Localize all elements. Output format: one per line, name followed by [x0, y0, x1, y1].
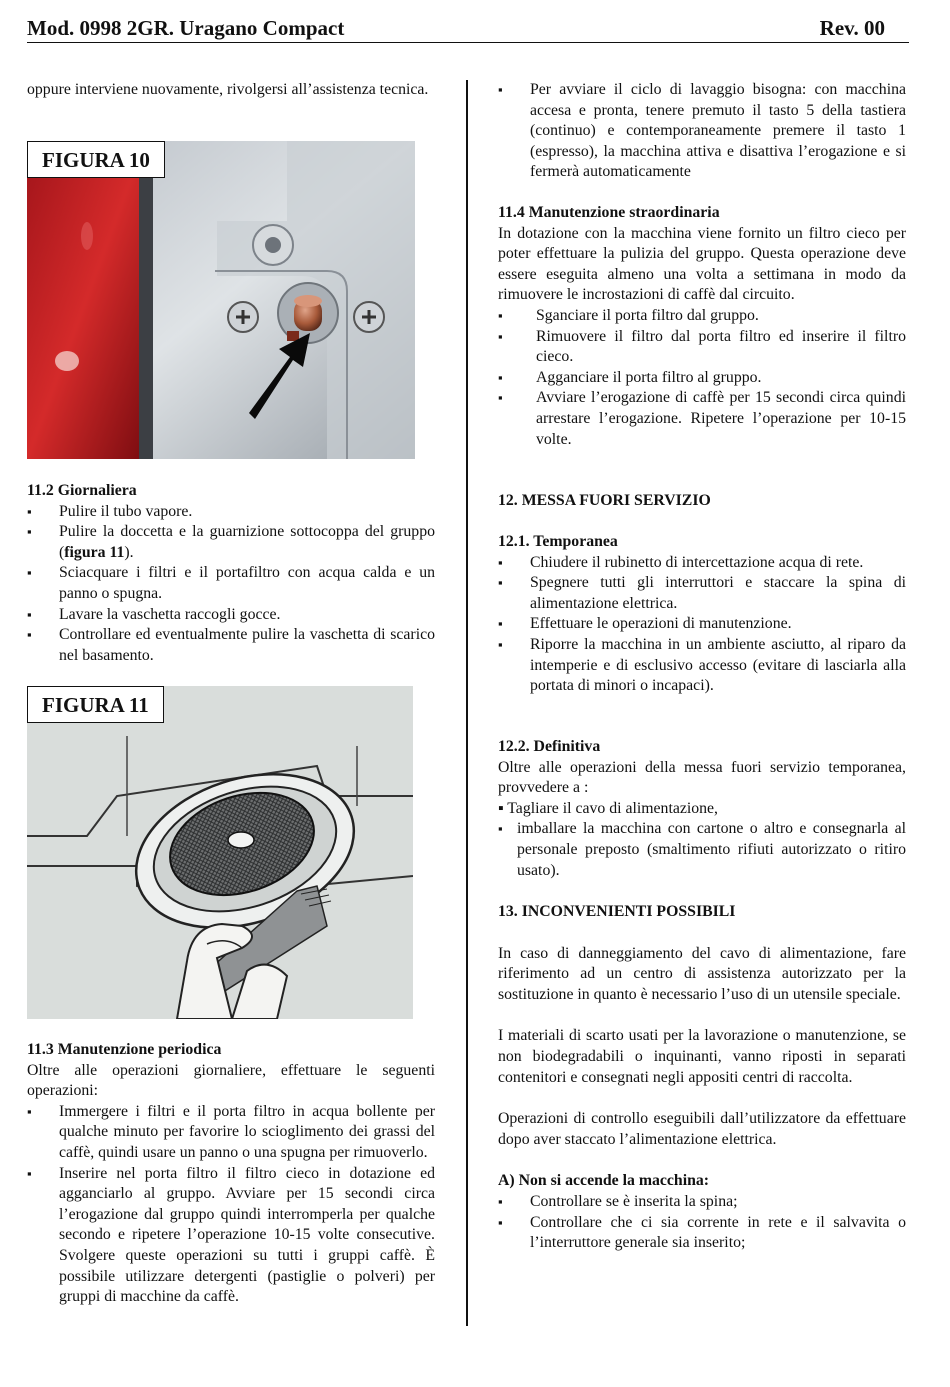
daily-list: [27, 502, 435, 667]
list-item: ▪ Riporre la macchina in un ambiente asciutto, al riparo da intemperie e di esclusivo accesso (evitare di lasciarla alla portata di minori o incapaci).: [498, 635, 906, 697]
problems-paragraph-3: Operazioni di controllo eseguibili dall’utilizzatore da effettuare dopo aver staccato l’alimentazione elettrica.: [498, 1110, 906, 1148]
list-item: [27, 522, 435, 563]
temporary-heading: 12.1. Temporanea: [498, 533, 618, 550]
periodic-list: [27, 1102, 435, 1308]
model-title: Mod. 0998 2GR. Uragano Compact: [27, 16, 345, 40]
problems-section: [498, 902, 906, 1254]
figure-10-photo: [27, 141, 415, 459]
definitive-text: Oltre alle operazioni della messa fuori servizio temporanea, provvedere a :: [498, 758, 906, 797]
list-item: ▪ Chiudere il rubinetto di intercettazione acqua di rete.: [498, 553, 906, 574]
list-item: ▪ Inserire nel porta filtro il filtro cieco in dotazione ed agganciarlo al gruppo. Avviare per 15 secondi circa l’erogazione dal gruppo quindi interromperla per qualche secondo e ripetere l’operazione 10-15 volte consecutive. Svolgere queste operazioni su tutti i gruppi caffè. È possibile utilizzare detergenti (pastiglie o polveri) per gruppi di macchine da caffè.: [27, 1164, 435, 1308]
list-item: ▪ Agganciare il porta filtro al gruppo.: [498, 368, 906, 389]
extra-maintenance: [498, 203, 906, 450]
list-item: ▪ Immergere i filtri e il porta filtro in acqua bollente per qualche minuto per favorire lo scioglimento dei grassi del caffè, quindi usare un panno o una spugna per rimuoverlo.: [27, 1102, 435, 1164]
figure-10: [27, 141, 415, 459]
figure-11-reference: figura 11: [64, 543, 125, 561]
case-a-list: [498, 1192, 906, 1254]
temporary-list: [498, 553, 906, 697]
wash-cycle: [498, 80, 906, 183]
list-item: ▪ Sganciare il porta filtro dal gruppo.: [498, 306, 906, 327]
page-header: [27, 14, 909, 43]
list-item: ▪ Rimuovere il filtro dal porta filtro ed inserire il filtro cieco.: [498, 327, 906, 368]
list-item: ▪ Pulire il tubo vapore.: [27, 502, 435, 523]
out-of-service-heading: 12. MESSA FUORI SERVIZIO: [498, 492, 711, 509]
extra-text: In dotazione con la macchina viene fornito un filtro cieco per poter effettuare la pulizia del gruppo. Questa operazione deve essere eseguita almeno una volta a settimana in modo da rimuovere le incrostazioni di caffè dal circuito.: [498, 224, 906, 304]
left-intro: [27, 80, 435, 101]
list-item: ▪ Effettuare le operazioni di manutenzione.: [498, 614, 906, 635]
periodic-section: [27, 1040, 435, 1308]
definitive-heading: 12.2. Definitiva: [498, 738, 601, 755]
figure-10-label: FIGURA 10: [27, 141, 165, 178]
wash-list: [498, 80, 906, 183]
list-item: ▪ Avviare l’erogazione di caffè per 15 secondi circa quindi arrestare l’erogazione. Ripetere l’operazione per 10-15 volte.: [498, 388, 906, 450]
periodic-heading: 11.3 Manutenzione periodica: [27, 1041, 222, 1058]
list-item-text: Pulire la doccetta e la guarnizione sottocoppa del gruppo (: [59, 523, 435, 561]
daily-heading: 11.2 Giornaliera: [27, 482, 137, 499]
periodic-intro: Oltre alle operazioni giornaliere, effettuare le seguenti operazioni:: [27, 1061, 435, 1100]
figure-11: [27, 686, 413, 1019]
temporary-section: [498, 532, 906, 697]
daily-section: [27, 481, 435, 666]
definitive-section: [498, 737, 906, 881]
list-item-text: ).: [124, 543, 134, 561]
list-item: ▪ Sciacquare i filtri e il portafiltro con acqua calda e un panno o spugna.: [27, 563, 435, 604]
list-item: ▪ imballare la macchina con cartone o altro e consegnarla al personale preposto (smaltimento rifiuti autorizzato o ritiro usato).: [498, 819, 906, 881]
out-of-service: [498, 491, 906, 512]
problems-paragraph-1: In caso di danneggiamento del cavo di alimentazione, fare riferimento ad un centro di assistenza autorizzato per la sostituzione in quanto è necessario l’uso di un utensile speciale.: [498, 944, 906, 1003]
list-item: ▪ Controllare ed eventualmente pulire la vaschetta di scarico nel basamento.: [27, 625, 435, 666]
list-item: ▪ Per avviare il ciclo di lavaggio bisogna: con macchina accesa e pronta, tenere premuto il tasto 5 della tastiera (continuo) e contemporaneamente premere il tasto 1 (espresso), la macchina attiva e disattiva l’erogazione e si fermerà automaticamente: [498, 80, 906, 183]
figure-11-label: FIGURA 11: [27, 686, 164, 723]
figure-11-illustration: [27, 686, 413, 1019]
definitive-item-1: ▪ Tagliare il cavo di alimentazione,: [498, 799, 719, 817]
problems-paragraph-2: I materiali di scarto usati per la lavorazione o manutenzione, se non biodegradabili o inquinanti, vanno riposti in separati contenitori e consegnati negli appositi centri di raccolta.: [498, 1027, 906, 1086]
list-item: ▪ Lavare la vaschetta raccogli gocce.: [27, 605, 435, 626]
revision: Rev. 00: [819, 16, 885, 40]
column-divider: [466, 80, 468, 1326]
list-item: ▪ Controllare se è inserita la spina;: [498, 1192, 906, 1213]
extra-heading: 11.4 Manutenzione straordinaria: [498, 204, 720, 221]
extra-list: [498, 306, 906, 450]
list-item: ▪ Spegnere tutti gli interruttori e staccare la spina di alimentazione elettrica.: [498, 573, 906, 614]
intro-text: oppure interviene nuovamente, rivolgersi all’assistenza tecnica.: [27, 81, 429, 98]
case-a-heading: A) Non si accende la macchina:: [498, 1172, 710, 1190]
list-item: ▪ Controllare che ci sia corrente in rete e il salvavita o l’interruttore generale sia inserito;: [498, 1213, 906, 1254]
definitive-list: [498, 819, 906, 881]
problems-heading: 13. INCONVENIENTI POSSIBILI: [498, 903, 736, 920]
